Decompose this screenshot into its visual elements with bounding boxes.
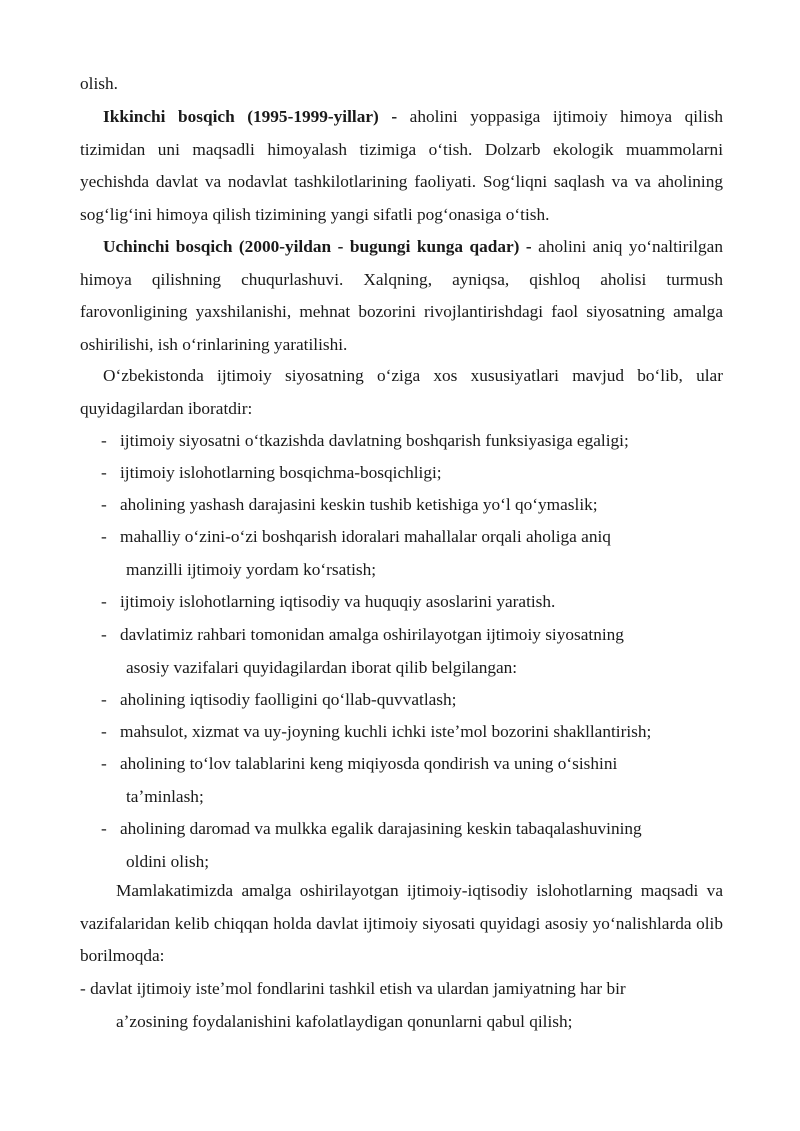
- list-item: - davlatimiz rahbari tomonidan amalga oshirilayotgan ijtimoiy siyosatning asosiy vazifalari quyidagilardan iborat qilib belgilangan:: [101, 625, 624, 677]
- list-item: - aholining daromad va mulkka egalik darajasining keskin tabaqalashuvining oldini olish;: [101, 819, 642, 871]
- list-item: - aholining iqtisodiy faolligini qoʻllab-quvvatlash;: [101, 690, 457, 709]
- paragraph-stage-three: [80, 231, 723, 361]
- paragraph-directions-intro: Mamlakatimizda amalga oshirilayotgan ijtimoiy-iqtisodiy islohotlarning maqsadi va vazifalaridan kelib chiqqan holda davlat ijtimoiy siyosati quyidagi asosiy yoʻnalishlarda olib borilmoqda:: [80, 881, 723, 966]
- list-item: - ijtimoiy islohotlarning bosqichma-bosqichligi;: [101, 463, 442, 482]
- direction-item: - davlat ijtimoiy isteʼmol fondlarini tashkil etish va ulardan jamiyatning har bir aʼzosining foydalanishini kafolatlaydigan qonunlarni qabul qilish;: [80, 979, 626, 1031]
- paragraph-stage-two: [80, 101, 723, 231]
- list-item: - aholining toʻlov talablarini keng miqiyosda qondirish va uning oʻsishini taʼminlash;: [101, 754, 618, 806]
- paragraph-continuation: olish.: [80, 74, 118, 93]
- list-item: - mahsulot, xizmat va uy-joyning kuchli ichki isteʼmol bozorini shakllantirish;: [101, 722, 652, 741]
- stage-two-text: aholini yoppasiga ijtimoiy himoya qilish tizimidan uni maqsadli himoyalash tizimiga oʻtish. Dolzarb ekologik muammolarni yechishda davlat va nodavlat tashkilotlarining faoliyati. Sogʻliqni saqlash va va aholining sogʻligʻini himoya qilish tizimining yangi sifatli pogʻonasiga oʻtish.: [80, 107, 723, 224]
- list-item: - mahalliy oʻzini-oʻzi boshqarish idoralari mahallalar orqali aholiga aniq manzilli ijtimoiy yordam koʻrsatish;: [101, 527, 611, 579]
- list-item: - ijtimoiy islohotlarning iqtisodiy va huquqiy asoslarini yaratish.: [101, 592, 556, 611]
- list-item: - ijtimoiy siyosatni oʻtkazishda davlatning boshqarish funksiyasiga egaligi;: [101, 431, 629, 450]
- stage-three-text: aholini aniq yoʻnaltirilgan himoya qilishning chuqurlashuvi. Xalqning, ayniqsa, qishloq aholisi turmush farovonligining yaxshilanishi, mehnat bozorini rivojlantirishdagi faol siyosatning amalga oshirilishi, ish oʻrinlarining yaratilishi.: [80, 237, 723, 354]
- list-item: - aholining yashash darajasini keskin tushib ketishiga yoʻl qoʻymaslik;: [101, 495, 598, 514]
- stage-two-title: Ikkinchi bosqich (1995-1999-yillar) -: [103, 107, 398, 126]
- stage-three-title: Uchinchi bosqich (2000-yildan - bugungi kunga qadar) -: [103, 237, 532, 256]
- paragraph-features-intro: Oʻzbekistonda ijtimoiy siyosatning oʻziga xos xususiyatlari mavjud boʻlib, ular quyidagilardan iboratdir:: [80, 366, 723, 418]
